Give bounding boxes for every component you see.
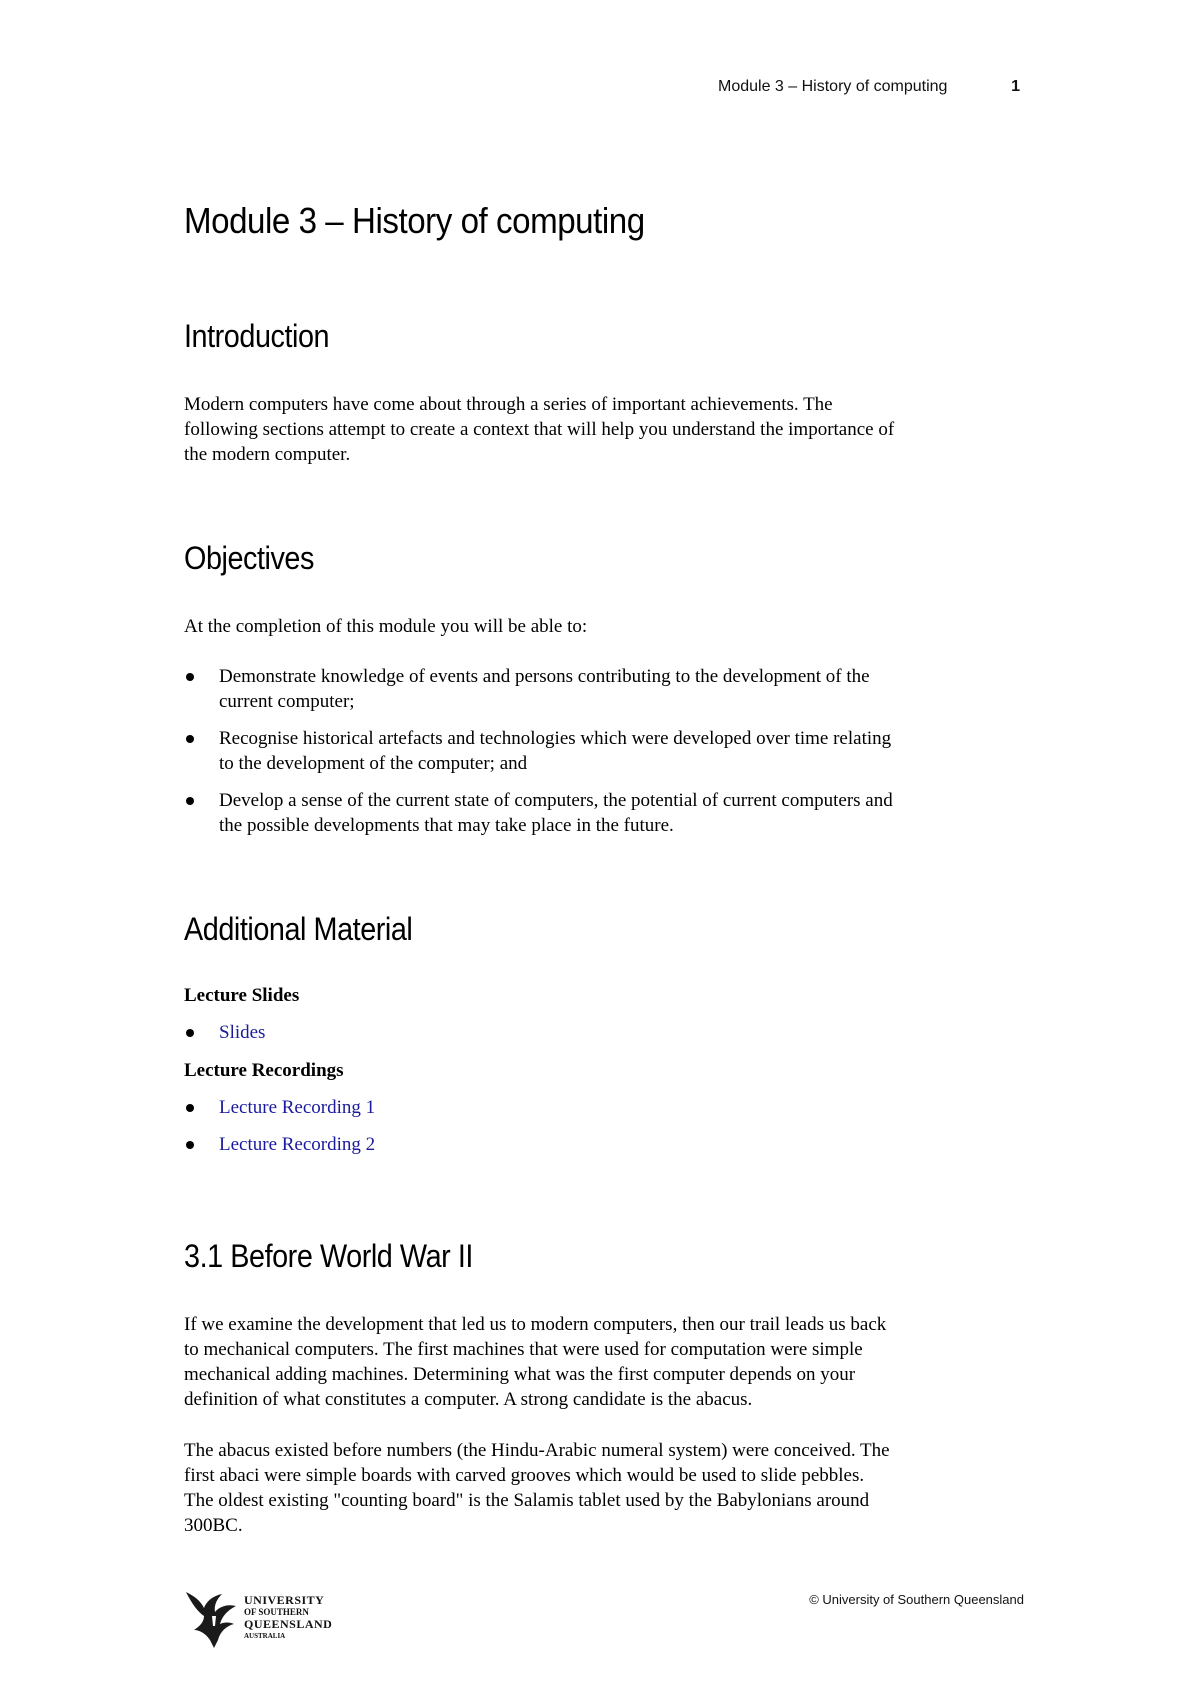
list-item (184, 1020, 1024, 1045)
copyright-notice: © University of Southern Queensland (809, 1592, 1024, 1607)
list-item (184, 788, 1024, 838)
text-line: current computer; (219, 691, 355, 712)
text-line: first abaci were simple boards with carved grooves which would be used to slide pebbles. (184, 1465, 865, 1486)
logo-line: QUEENSLAND (244, 1617, 333, 1631)
section-3-1-paragraph-1 (184, 1312, 1024, 1412)
logo-line: AUSTRALIA (244, 1632, 286, 1640)
university-logo (182, 1586, 342, 1652)
objectives-intro: At the completion of this module you will be able to: (184, 616, 588, 637)
slides-link[interactable]: Slides (219, 1022, 266, 1043)
additional-material-heading: Additional Material (184, 911, 413, 947)
list-item (184, 1095, 1024, 1120)
objectives-heading: Objectives (184, 540, 314, 576)
phoenix-icon (182, 1586, 244, 1652)
text-line: following sections attempt to create a context that will help you understand the importance of (184, 419, 895, 440)
text-line: to the development of the computer; and (219, 753, 528, 774)
text-line: The abacus existed before numbers (the Hindu-Arabic numeral system) were conceived. The (184, 1440, 890, 1461)
introduction-heading: Introduction (184, 318, 330, 354)
text-line: to mechanical computers. The first machines that were used for computation were simple (184, 1339, 863, 1360)
text-line: If we examine the development that led us to modern computers, then our trail leads us back (184, 1314, 887, 1335)
lecture-slides-label: Lecture Slides (184, 985, 300, 1006)
lecture-slides-list (184, 1020, 1024, 1057)
text-line: Develop a sense of the current state of computers, the potential of current computers and (219, 790, 893, 811)
logo-wordmark (244, 1594, 332, 1642)
objectives-list (184, 664, 1024, 850)
text-line: 300BC. (184, 1515, 243, 1536)
section-3-1-paragraph-2 (184, 1438, 1024, 1538)
lecture-recording-2-link[interactable]: Lecture Recording 2 (219, 1134, 376, 1155)
page-number: 1 (1011, 78, 1020, 95)
lecture-recording-1-link[interactable]: Lecture Recording 1 (219, 1097, 376, 1118)
text-line: Demonstrate knowledge of events and persons contributing to the development of the (219, 666, 870, 687)
logo-line: UNIVERSITY (244, 1593, 325, 1607)
text-line: The oldest existing "counting board" is the Salamis tablet used by the Babylonians around (184, 1490, 870, 1511)
logo-line: OF SOUTHERN (244, 1607, 309, 1617)
text-line: Modern computers have come about through a series of important achievements. The (184, 394, 833, 415)
section-3-1-heading: 3.1 Before World War II (184, 1238, 473, 1274)
text-line: definition of what constitutes a computer. A strong candidate is the abacus. (184, 1389, 753, 1410)
text-line: the possible developments that may take place in the future. (219, 815, 674, 836)
text-line: the modern computer. (184, 444, 351, 465)
list-item (184, 664, 1024, 714)
document-title: Module 3 – History of computing (184, 200, 645, 241)
text-line: mechanical adding machines. Determining what was the first computer depends on your (184, 1364, 856, 1385)
list-item (184, 726, 1024, 776)
running-header-title: Module 3 – History of computing (718, 78, 948, 95)
list-item (184, 1132, 1024, 1157)
introduction-paragraph (184, 392, 1024, 467)
text-line: Recognise historical artefacts and technologies which were developed over time relating (219, 728, 892, 749)
lecture-recordings-list (184, 1095, 1024, 1169)
lecture-recordings-label: Lecture Recordings (184, 1060, 344, 1081)
